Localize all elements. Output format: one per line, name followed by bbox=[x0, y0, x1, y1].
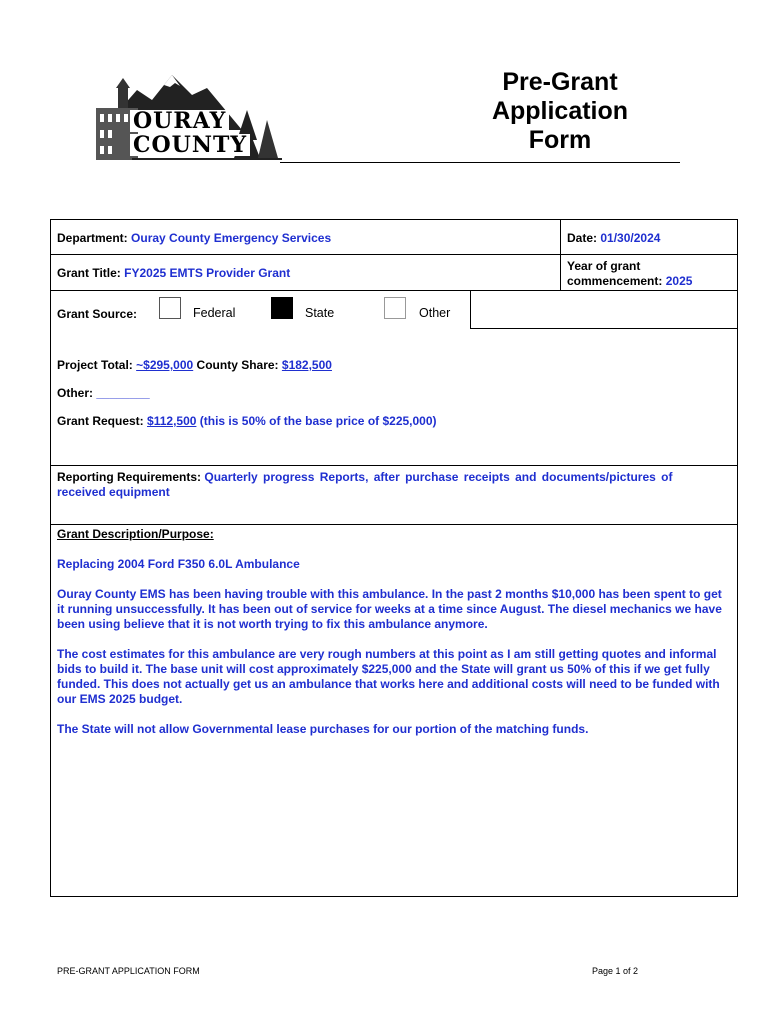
logo-text-county: COUNTY bbox=[130, 134, 250, 156]
date-field bbox=[567, 231, 660, 245]
county-share-label: County Share: bbox=[196, 358, 279, 372]
description-paragraph: Ouray County EMS has been having trouble with this ambulance. In the past 2 months $10,000 has been spent to get it running unsuccessfully. It has been out of service for weeks at a time since August. The diesel mechanics we have been using believe that it is not worth trying to fix this ambulance anymore. bbox=[57, 587, 722, 631]
project-total-label: Project Total: bbox=[57, 358, 133, 372]
footer-form-name: PRE-GRANT APPLICATION FORM bbox=[57, 966, 200, 976]
other-source-label: Other bbox=[419, 306, 451, 320]
date-value: 01/30/2024 bbox=[600, 231, 661, 245]
year-value: 2025 bbox=[665, 274, 693, 288]
grant-request-label: Grant Request: bbox=[57, 414, 144, 428]
other-checkbox[interactable] bbox=[384, 297, 406, 319]
row-divider bbox=[50, 524, 738, 525]
logo-text-ouray: OURAY bbox=[130, 110, 229, 132]
county-share-value: $182,500 bbox=[281, 358, 332, 372]
page-title bbox=[470, 68, 650, 155]
other-label: Other: bbox=[57, 386, 93, 400]
row-divider-partial bbox=[470, 328, 738, 329]
year-label-2: commencement: bbox=[567, 274, 663, 288]
department-label: Department: bbox=[57, 231, 128, 245]
year-label-1: Year of grant bbox=[567, 259, 641, 273]
reporting-line-1 bbox=[57, 470, 673, 484]
grant-source-label: Grant Source: bbox=[57, 307, 138, 321]
reporting-value-2: received equipment bbox=[57, 485, 170, 499]
grant-title-label: Grant Title: bbox=[57, 266, 121, 280]
title-rule bbox=[280, 162, 680, 163]
description-label: Grant Description/Purpose: bbox=[57, 527, 214, 541]
reporting-value-1: Quarterly progress Reports, after purchase receipts and documents/pictures of bbox=[204, 470, 673, 484]
reporting-label: Reporting Requirements: bbox=[57, 470, 202, 484]
row-divider bbox=[50, 465, 738, 466]
year-field bbox=[567, 274, 692, 288]
row-divider bbox=[50, 254, 738, 255]
department-field bbox=[57, 231, 331, 245]
ouray-county-logo bbox=[82, 70, 282, 165]
title-line-2: Application bbox=[491, 97, 629, 125]
grant-request-value: $112,500 bbox=[147, 414, 197, 428]
description-paragraph: The cost estimates for this ambulance are very rough numbers at this point as I am still getting quotes and informal bids to build it. The base unit will cost approximately $225,000 and the State will grant us 50% of this if we get fully funded. This does not actually get us an ambulance that works here and additional costs will need to be funded with our EMS 2025 budget. bbox=[57, 647, 720, 706]
department-value: Ouray County Emergency Services bbox=[131, 231, 332, 245]
state-checkbox[interactable] bbox=[271, 297, 293, 319]
date-label: Date: bbox=[567, 231, 598, 245]
federal-label: Federal bbox=[193, 306, 236, 320]
other-value: ________ bbox=[96, 386, 150, 400]
title-line-1: Pre-Grant bbox=[502, 68, 618, 96]
state-label: State bbox=[305, 306, 335, 320]
description-paragraph: The State will not allow Governmental lease purchases for our portion of the matching funds. bbox=[57, 722, 589, 736]
project-total-field bbox=[57, 358, 332, 372]
grant-request-field bbox=[57, 414, 437, 428]
footer-page-number: Page 1 of 2 bbox=[592, 966, 639, 976]
grant-title-field bbox=[57, 266, 290, 280]
title-line-3: Form bbox=[528, 126, 592, 154]
grant-request-note: (this is 50% of the base price of $225,000) bbox=[199, 414, 437, 428]
project-total-value: ~$295,000 bbox=[136, 358, 194, 372]
other-field bbox=[57, 386, 150, 400]
federal-checkbox[interactable] bbox=[159, 297, 181, 319]
grant-title-value: FY2025 EMTS Provider Grant bbox=[124, 266, 291, 280]
row-divider bbox=[50, 290, 738, 291]
column-divider bbox=[470, 290, 471, 328]
column-divider bbox=[560, 219, 561, 290]
description-paragraph: Replacing 2004 Ford F350 6.0L Ambulance bbox=[57, 557, 300, 571]
